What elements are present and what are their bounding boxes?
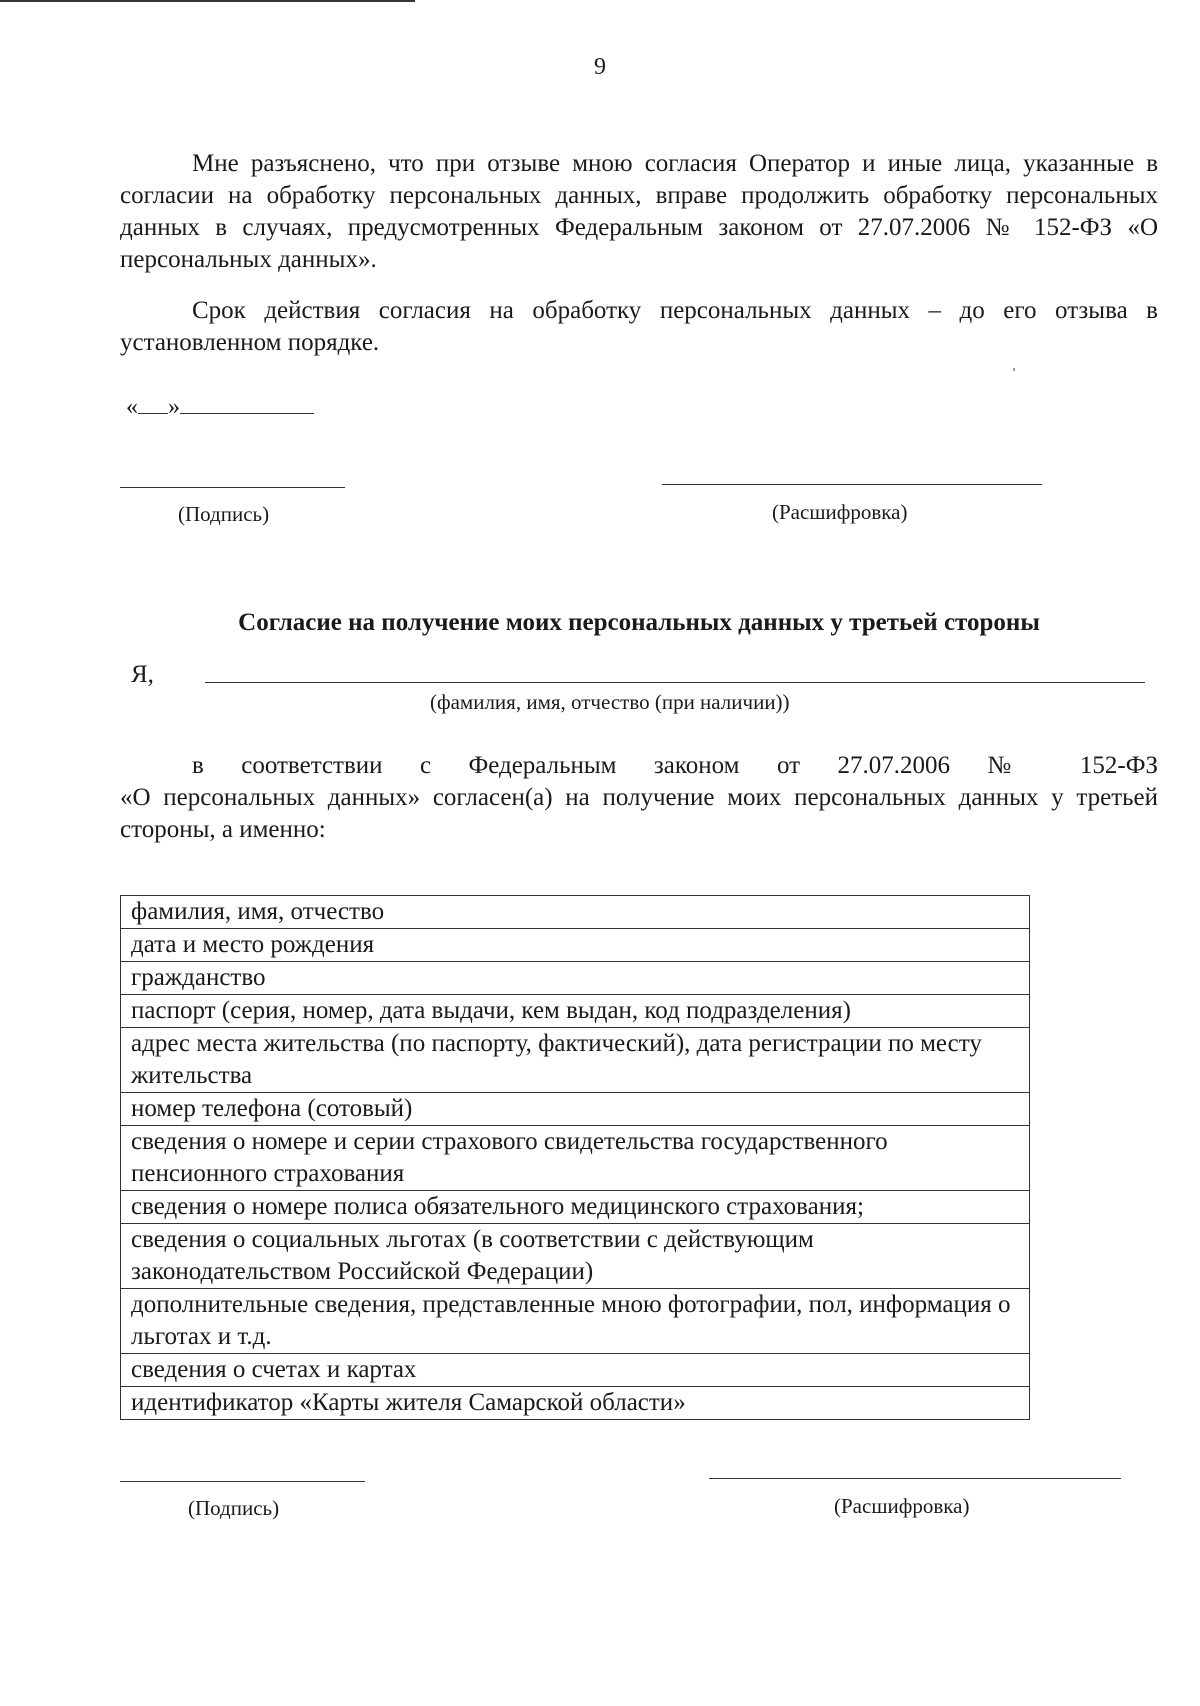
withdrawal-consequences-paragraph: Мне разъяснено, что при отзыве мною согласия Оператор и иные лица, указанные в согласии на обработку персональных данных, вправе продолжить обработку персональных данных в случаях, предусмотренных Федеральным законом от 27.07.2006 № 152-ФЗ «О персональных данных». (120, 150, 1158, 273)
page-number: 9 (594, 54, 606, 80)
table-row (121, 1126, 1030, 1191)
table-row (121, 1289, 1030, 1354)
table-cell: сведения о счетах и картах (121, 1354, 1030, 1387)
table-cell: сведения о номере полиса обязательного медицинского страхования; (121, 1191, 1030, 1224)
table-row (121, 896, 1030, 929)
table-row (121, 1028, 1030, 1093)
full-name-caption: (фамилия, имя, отчество (при наличии)) (430, 690, 790, 714)
date-field[interactable] (126, 394, 314, 421)
table-row (121, 1191, 1030, 1224)
date-open-quote: « (126, 394, 138, 420)
personal-data-table (120, 895, 1030, 1420)
table-row (121, 1093, 1030, 1126)
third-party-consent-title: Согласие на получение моих персональных данных у третьей стороны (238, 609, 1040, 636)
full-name-line[interactable] (205, 682, 1145, 683)
signature-caption-1: (Подпись) (178, 502, 270, 526)
decoding-caption-2: (Расшифровка) (834, 1494, 970, 1518)
consent-statement-line-1: в соответствии с Федеральным законом от 27.07.2006 № 152-ФЗ (192, 752, 1158, 779)
table-cell: идентификатор «Карты жителя Самарской области» (121, 1387, 1030, 1420)
table-cell: дополнительные сведения, представленные мною фотографии, пол, информация о льготах и т.д. (121, 1289, 1030, 1354)
signature-line-1[interactable] (120, 487, 345, 488)
table-row (121, 962, 1030, 995)
table-row (121, 1224, 1030, 1289)
table-cell: сведения о номере и серии страхового свидетельства государственного пенсионного страхования (121, 1126, 1030, 1191)
table-cell: паспорт (серия, номер, дата выдачи, кем выдан, код подразделения) (121, 995, 1030, 1028)
consent-validity-paragraph: Срок действия согласия на обработку персональных данных – до его отзыва в установленном порядке. (120, 297, 1158, 356)
decoding-caption-1: (Расшифровка) (772, 500, 908, 524)
table-cell: адрес места жительства (по паспорту, фактический), дата регистрации по месту жительства (121, 1028, 1030, 1093)
table-cell: гражданство (121, 962, 1030, 995)
decoding-line-1[interactable] (662, 484, 1042, 485)
table-cell: фамилия, имя, отчество (121, 896, 1030, 929)
table-row (121, 929, 1030, 962)
table-cell: дата и место рождения (121, 929, 1030, 962)
consent-statement-rest: «О персональных данных» согласен(а) на получение моих персональных данных у третьей стороны, а именно: (120, 784, 1158, 843)
scan-speck (1013, 368, 1015, 371)
top-border-line (0, 0, 415, 2)
table-row (121, 1354, 1030, 1387)
date-close-quote: » (168, 394, 180, 420)
i-label: Я, (131, 661, 154, 688)
day-blank[interactable] (138, 395, 168, 414)
table-cell: сведения о социальных льготах (в соответствии с действующим законодательством Российской Федерации) (121, 1224, 1030, 1289)
signature-line-2[interactable] (120, 1481, 365, 1482)
table-cell: номер телефона (сотовый) (121, 1093, 1030, 1126)
table-row (121, 995, 1030, 1028)
signature-caption-2: (Подпись) (188, 1496, 280, 1520)
month-year-blank[interactable] (180, 395, 314, 414)
decoding-line-2[interactable] (709, 1478, 1121, 1479)
table-row (121, 1387, 1030, 1420)
